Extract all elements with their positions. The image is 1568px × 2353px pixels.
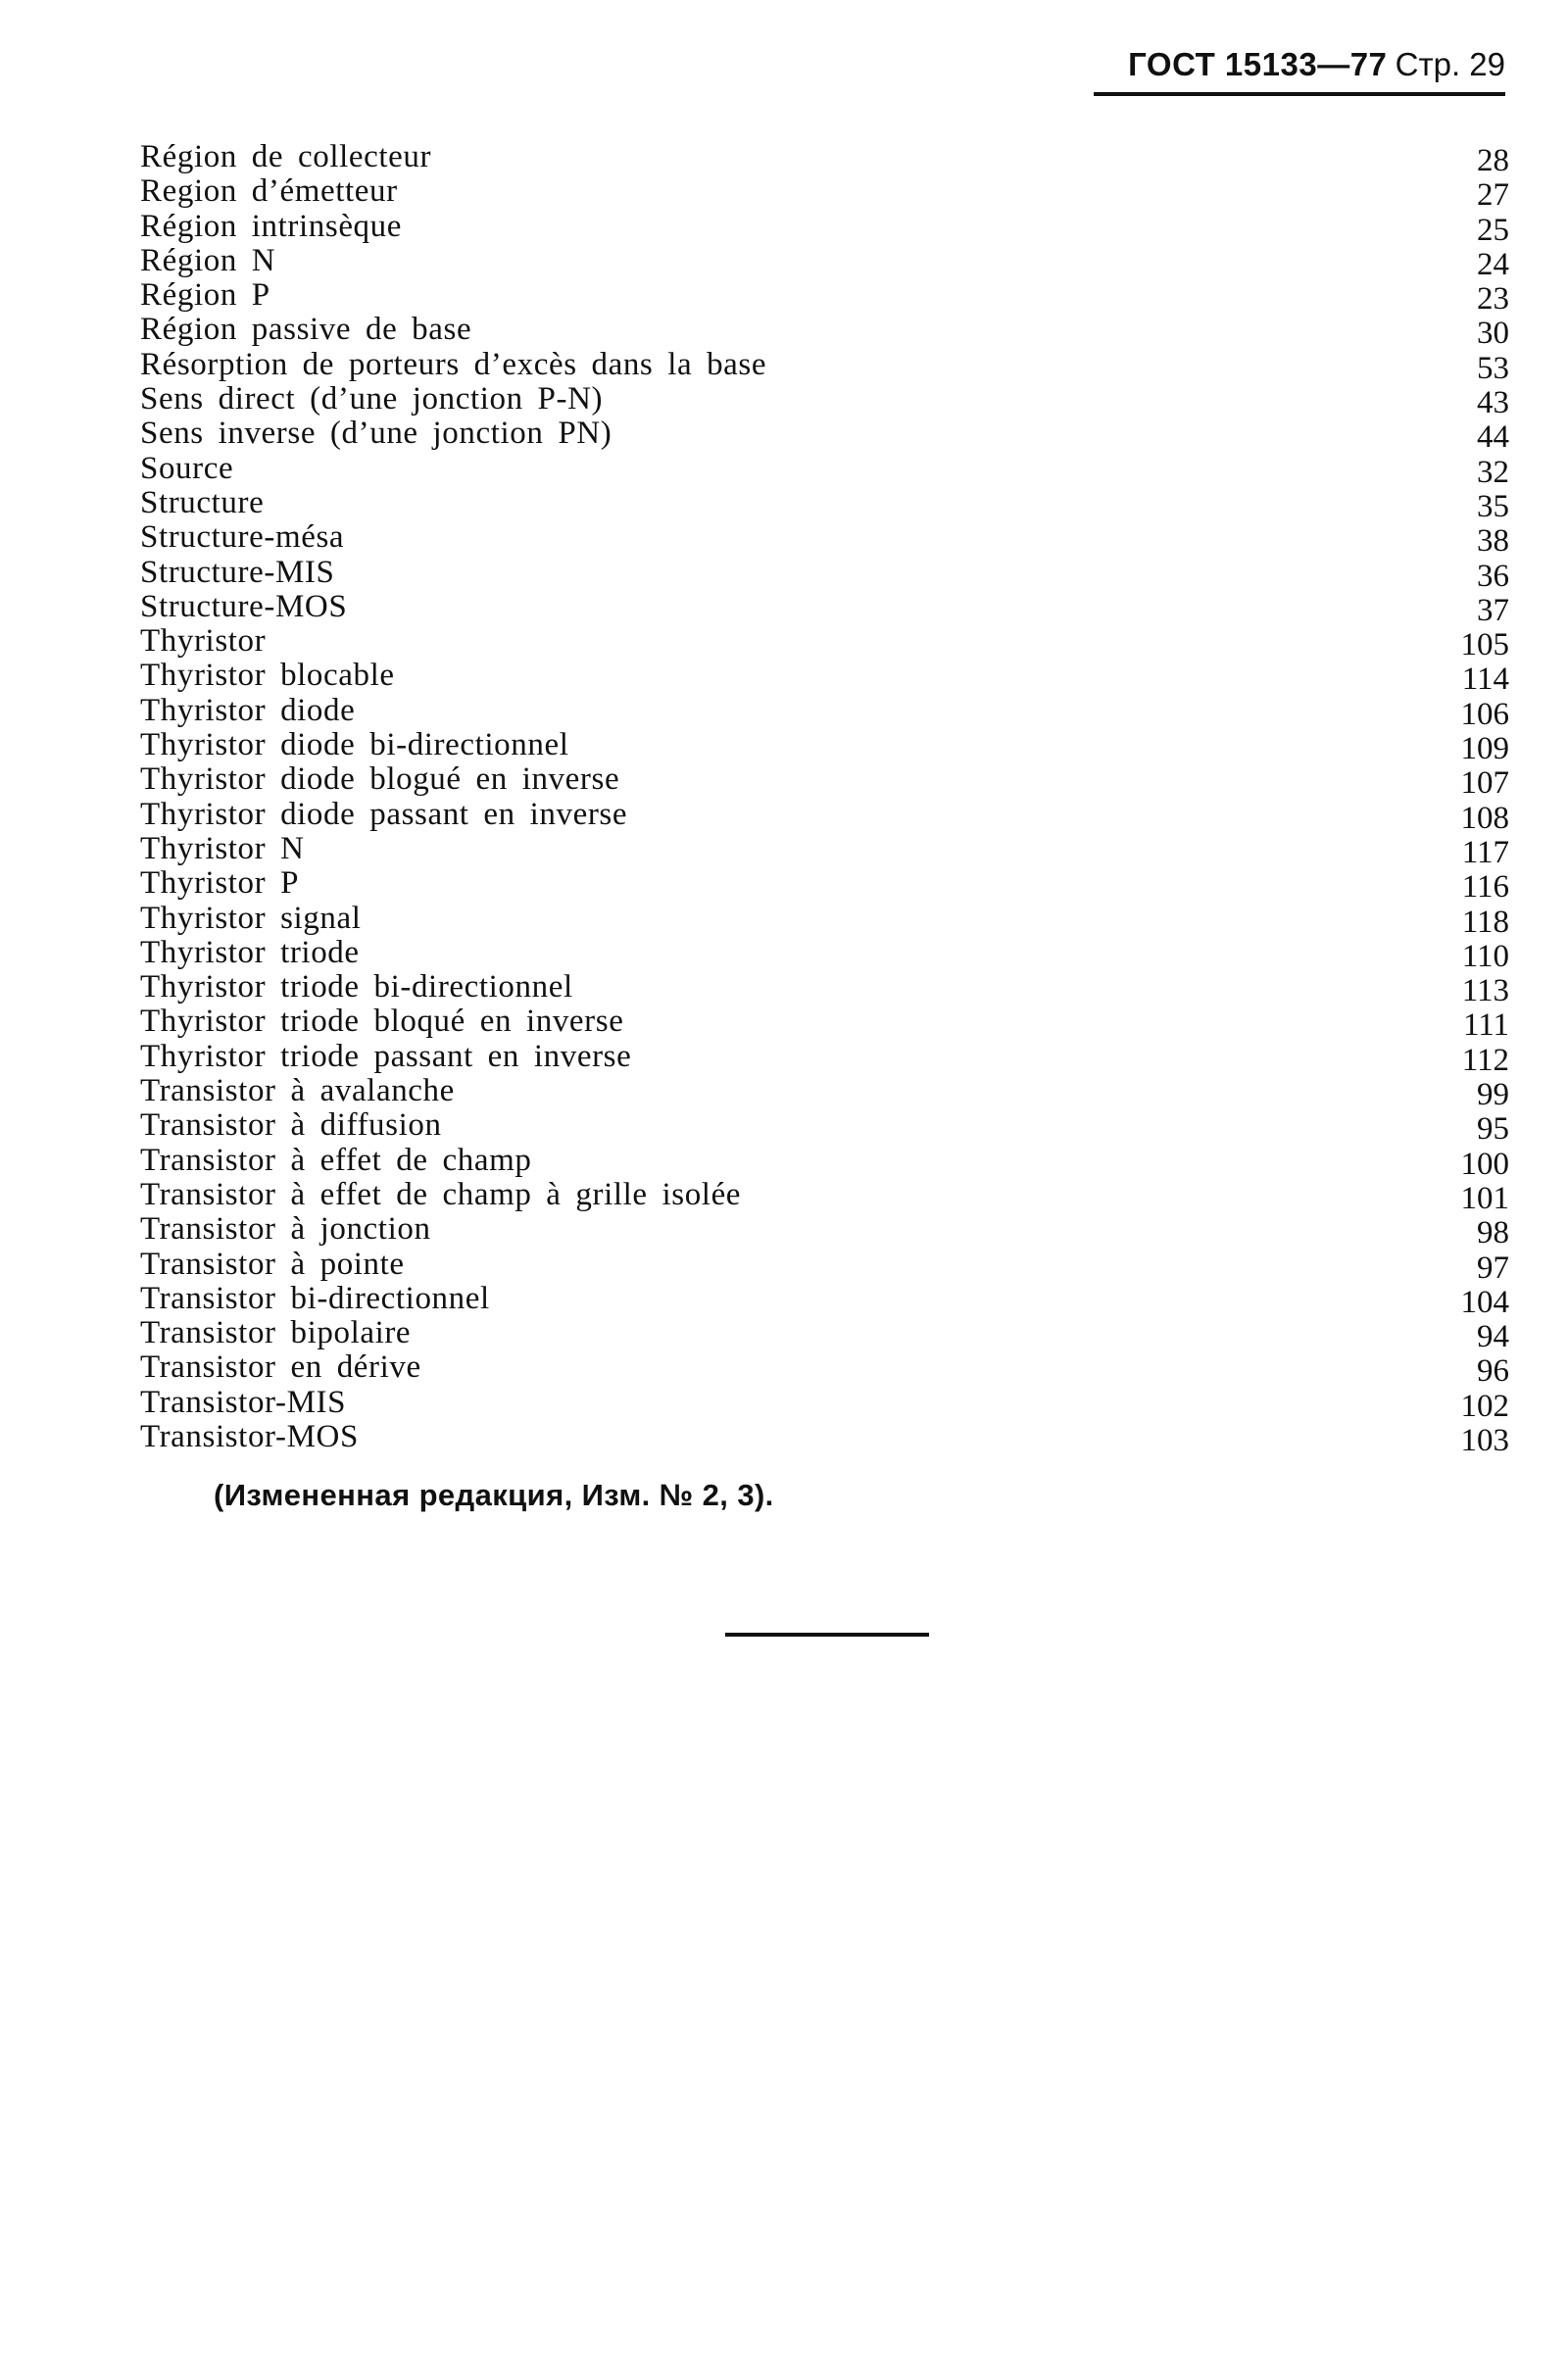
index-entry: [140, 1211, 1509, 1251]
index-page-number: 43: [1477, 385, 1509, 421]
index-entry: [140, 416, 1509, 456]
index-page-number: 117: [1461, 834, 1509, 870]
amendment-note: (Измененная редакция, Изм. № 2, 3).: [214, 1478, 774, 1512]
index-term: Thyristor diode: [140, 692, 356, 728]
index-entry: [140, 588, 1509, 628]
index-entry: [140, 865, 1509, 906]
index-term: Sens direct (d’une jonction P-N): [140, 381, 604, 417]
index-entry: [140, 1349, 1509, 1390]
index-term: Transistor à effet de champ à grille isolée: [140, 1176, 742, 1212]
index-term: Thyristor N: [140, 830, 305, 866]
index-term: Thyristor blocable: [140, 658, 395, 694]
index-term: Transistor-MIS: [140, 1384, 347, 1420]
index-page-number: 30: [1477, 316, 1509, 352]
index-term: Transistor bi-directionnel: [140, 1280, 490, 1316]
standard-code: ГОСТ 15133—77: [1128, 46, 1388, 82]
index-term: Thyristor diode bi-directionnel: [140, 727, 569, 763]
index-page-number: 111: [1462, 1007, 1509, 1044]
index-term: Transistor à pointe: [140, 1246, 405, 1282]
index-page-number: 32: [1477, 454, 1509, 490]
index-entry: [140, 1107, 1509, 1148]
index-entry: [140, 519, 1509, 560]
index-term: Transistor à diffusion: [140, 1107, 442, 1144]
index-term: Résorption de porteurs d’excès dans la base: [140, 346, 767, 382]
index-page-number: 95: [1477, 1111, 1509, 1148]
index-term: Thyristor P: [140, 865, 300, 902]
index-term: Région de collecteur: [140, 139, 432, 174]
index-page-number: 36: [1477, 558, 1509, 594]
index-term: Transistor bipolaire: [140, 1315, 412, 1351]
index-page-number: 112: [1461, 1042, 1509, 1078]
index-page-number: 35: [1477, 488, 1509, 524]
index-page-number: 25: [1477, 212, 1509, 248]
index-entry: [140, 312, 1509, 352]
index-entry: [140, 1142, 1509, 1182]
index-term: Transistor à avalanche: [140, 1073, 455, 1109]
index-page-number: 110: [1461, 938, 1509, 974]
index-entry: [140, 484, 1509, 524]
index-entry: [140, 969, 1509, 1009]
index-entry: [140, 208, 1509, 248]
index-page-number: 101: [1460, 1180, 1509, 1216]
index-entry: [140, 658, 1509, 698]
page-header: [1078, 39, 1505, 108]
index-page-number: 99: [1477, 1077, 1509, 1113]
index-term: Région P: [140, 277, 270, 314]
index-entry: [140, 692, 1509, 732]
index-term: Transistor-MOS: [140, 1418, 359, 1454]
page-number: Стр. 29: [1395, 46, 1505, 82]
index-term: Source: [140, 450, 234, 486]
index-page-number: 100: [1460, 1146, 1509, 1182]
index-entry: [140, 934, 1509, 974]
index-page-number: 28: [1477, 143, 1509, 178]
index-entry: [140, 1176, 1509, 1216]
index-entry: [140, 1038, 1509, 1078]
index-page-number: 53: [1477, 350, 1509, 386]
index-term: Transistor à effet de champ: [140, 1142, 532, 1178]
index-term: Thyristor: [140, 623, 267, 660]
index-term: Thyristor triode bi-directionnel: [140, 969, 573, 1005]
index-term: Transistor en dérive: [140, 1349, 421, 1386]
index-term: Thyristor diode blogué en inverse: [140, 761, 620, 798]
index-entry: [140, 1418, 1509, 1458]
index-entry: [140, 623, 1509, 663]
index-page-number: 97: [1477, 1250, 1509, 1286]
index-term: Structure-mésa: [140, 519, 345, 556]
index-term: Region d’émetteur: [140, 173, 398, 210]
index-entry: [140, 1004, 1509, 1044]
index-entry: [140, 1384, 1509, 1424]
index-page-number: 118: [1461, 904, 1509, 940]
index-entry: [140, 796, 1509, 836]
index-entry: [140, 554, 1509, 594]
index-page-number: 105: [1460, 627, 1509, 663]
index-entry: [140, 173, 1509, 214]
index-entry: [140, 242, 1509, 282]
index-entry: [140, 381, 1509, 421]
index-term: Région intrinsèque: [140, 208, 403, 244]
index-term: Sens inverse (d’une jonction PN): [140, 416, 612, 452]
index-entry: [140, 1280, 1509, 1320]
index-entry: [140, 761, 1509, 802]
index-page-number: 103: [1460, 1422, 1509, 1458]
index-term: Structure-MIS: [140, 554, 335, 590]
index-page-number: 98: [1477, 1215, 1509, 1251]
index-page-number: 37: [1477, 592, 1509, 628]
index-page-number: 108: [1460, 800, 1509, 836]
index-term: Thyristor triode bloqué en inverse: [140, 1004, 624, 1040]
index-page-number: 104: [1460, 1284, 1509, 1320]
index-entry: [140, 450, 1509, 490]
header-text: [1128, 45, 1505, 85]
end-rule: [725, 1633, 929, 1637]
index-entry: [140, 1073, 1509, 1113]
index-page-number: 109: [1460, 731, 1509, 767]
index-term: Thyristor triode passant en inverse: [140, 1038, 632, 1074]
index-entry: [140, 346, 1509, 386]
index-entry: [140, 1315, 1509, 1355]
index-term: Région N: [140, 242, 276, 278]
header-rule: [1094, 92, 1505, 96]
index-term: Thyristor triode: [140, 934, 360, 970]
index-term: Région passive de base: [140, 312, 472, 348]
index-term: Structure: [140, 484, 265, 520]
index-term: Thyristor signal: [140, 900, 362, 936]
index-page-number: 116: [1461, 869, 1509, 906]
index-page-number: 24: [1477, 246, 1509, 282]
index-entry: [140, 727, 1509, 767]
index-page-number: 27: [1477, 177, 1509, 214]
index-entry: [140, 900, 1509, 940]
index-page-number: 38: [1477, 523, 1509, 560]
index-page-number: 114: [1461, 662, 1509, 698]
index-term: Thyristor diode passant en inverse: [140, 796, 628, 832]
index-term: Structure-MOS: [140, 588, 348, 624]
index-entry: [140, 139, 1509, 178]
index-term: Transistor à jonction: [140, 1211, 431, 1248]
index-page-number: 23: [1477, 281, 1509, 318]
index-page-number: 113: [1461, 973, 1509, 1009]
index-page-number: 44: [1477, 419, 1509, 456]
index-page-number: 94: [1477, 1319, 1509, 1355]
index-entry: [140, 830, 1509, 870]
index-page-number: 106: [1460, 696, 1509, 732]
index-entry: [140, 277, 1509, 318]
index-page-number: 107: [1460, 765, 1509, 802]
index-list: [140, 139, 1509, 1458]
index-page-number: 96: [1477, 1353, 1509, 1390]
index-entry: [140, 1246, 1509, 1286]
index-page-number: 102: [1460, 1388, 1509, 1424]
